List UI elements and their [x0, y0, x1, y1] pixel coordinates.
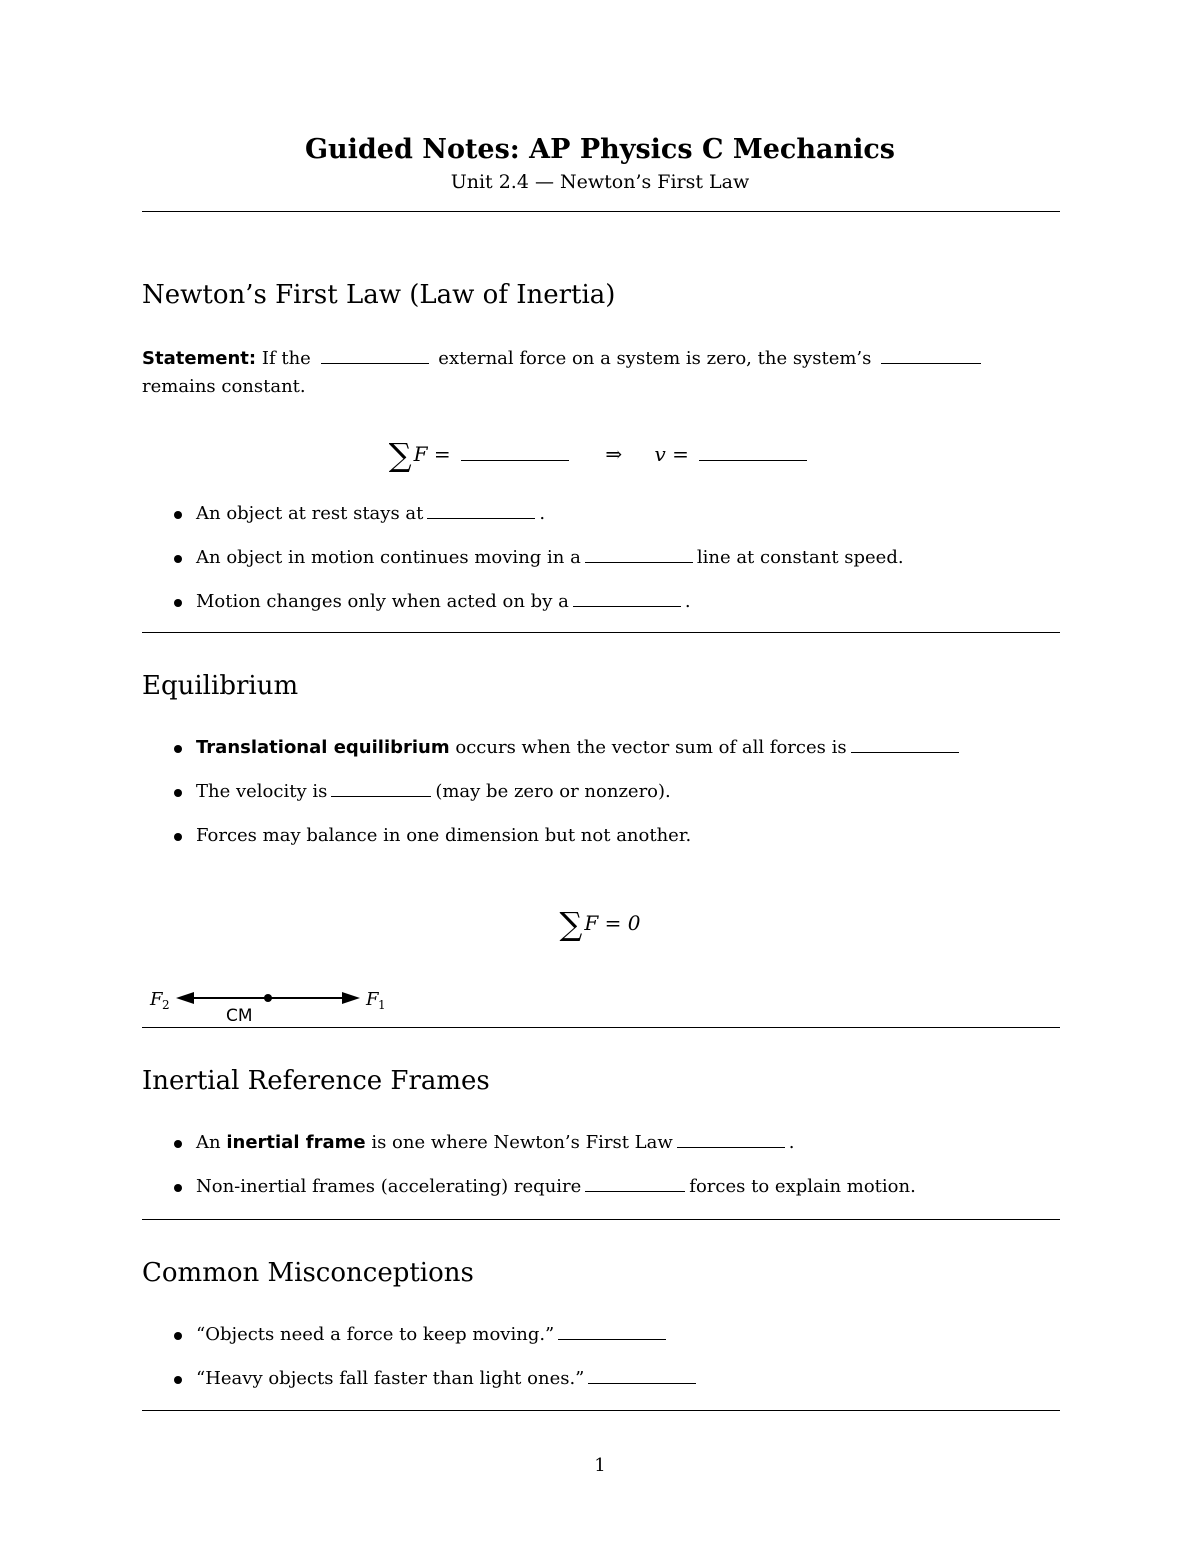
- arrowhead-right-icon: [342, 992, 360, 1004]
- force-diagram: [142, 985, 402, 1029]
- section-heading-equilibrium: Equilibrium: [142, 671, 299, 701]
- list-item: [172, 588, 904, 632]
- force-label-left-sub: 2: [162, 998, 170, 1012]
- misconceptions-bullets: [172, 1321, 700, 1409]
- fill-blank[interactable]: [573, 590, 681, 607]
- bullet-text: .: [684, 591, 691, 612]
- statement-text-c: remains constant.: [142, 376, 306, 397]
- fill-blank[interactable]: [321, 347, 429, 364]
- sum-symbol: ∑: [388, 436, 412, 474]
- bullet-text: Forces may balance in one dimension but not another.: [196, 825, 692, 846]
- cm-label: CM: [226, 1006, 253, 1025]
- fill-blank[interactable]: [588, 1367, 696, 1384]
- list-item: [172, 544, 904, 588]
- statement-label: Statement:: [142, 348, 257, 369]
- bullet-text: An: [196, 1132, 221, 1153]
- bullet-text: “Objects need a force to keep moving.”: [196, 1324, 555, 1345]
- equation-lhs: F =: [413, 442, 451, 466]
- bullet-bold: Translational equilibrium: [196, 737, 450, 758]
- divider: [142, 1219, 1060, 1220]
- equilibrium-equation: [0, 905, 1200, 943]
- first-law-bullets: [172, 500, 904, 632]
- bullet-text: An object at rest stays at: [196, 503, 424, 524]
- equation-rhs: v =: [654, 442, 689, 466]
- fill-blank[interactable]: [585, 546, 693, 563]
- equilibrium-bullets: [172, 734, 963, 866]
- fill-blank[interactable]: [427, 502, 535, 519]
- divider: [142, 1410, 1060, 1411]
- list-item: [172, 1321, 700, 1365]
- center-of-mass-dot: [264, 994, 272, 1002]
- list-item: [172, 734, 963, 778]
- bullet-text: Non-inertial frames (accelerating) require: [196, 1176, 582, 1197]
- section-heading-first-law: Newton’s First Law (Law of Inertia): [142, 280, 616, 310]
- list-item: [172, 778, 963, 822]
- list-item: [172, 1173, 916, 1217]
- section-heading-misconceptions: Common Misconceptions: [142, 1258, 474, 1288]
- fill-blank[interactable]: [881, 347, 981, 364]
- bullet-text: Motion changes only when acted on by a: [196, 591, 569, 612]
- bullet-text: .: [788, 1132, 795, 1153]
- divider: [142, 632, 1060, 633]
- fill-blank[interactable]: [851, 736, 959, 753]
- equation-text: F = 0: [584, 911, 641, 935]
- bullet-text: “Heavy objects fall faster than light ones.”: [196, 1368, 585, 1389]
- bullet-bold: inertial frame: [226, 1132, 366, 1153]
- bullet-text: forces to explain motion.: [689, 1176, 916, 1197]
- force-label-left: F: [150, 989, 163, 1010]
- bullet-text: is one where Newton’s First Law: [371, 1132, 673, 1153]
- fill-blank[interactable]: [331, 780, 431, 797]
- list-item: [172, 822, 963, 866]
- page-title: Guided Notes: AP Physics C Mechanics: [304, 134, 895, 165]
- force-diagram-svg: [142, 985, 402, 1025]
- bullet-text: line at constant speed.: [696, 547, 904, 568]
- fill-blank[interactable]: [699, 444, 807, 461]
- force-label-right-sub: 1: [378, 998, 386, 1012]
- bullet-text: An object in motion continues moving in a: [196, 547, 581, 568]
- statement-text-b: external force on a system is zero, the system’s: [438, 348, 872, 369]
- fill-blank[interactable]: [558, 1323, 666, 1340]
- page-number: 1: [594, 1455, 606, 1476]
- bullet-text: (may be zero or nonzero).: [435, 781, 671, 802]
- arrowhead-left-icon: [176, 992, 194, 1004]
- implies-arrow: ⇒: [605, 442, 623, 466]
- force-label-right: F: [366, 989, 379, 1010]
- list-item: [172, 1365, 700, 1409]
- first-law-equation: [0, 436, 1200, 474]
- inertial-frames-bullets: [172, 1129, 916, 1217]
- statement-paragraph: [142, 345, 1060, 401]
- fill-blank[interactable]: [461, 444, 569, 461]
- fill-blank[interactable]: [677, 1131, 785, 1148]
- fill-blank[interactable]: [585, 1175, 685, 1192]
- list-item: [172, 1129, 916, 1173]
- list-item: [172, 500, 904, 544]
- page-subtitle: Unit 2.4 — Newton’s First Law: [450, 171, 750, 193]
- bullet-text: occurs when the vector sum of all forces is: [455, 737, 847, 758]
- divider: [142, 211, 1060, 212]
- bullet-text: .: [539, 503, 546, 524]
- bullet-text: The velocity is: [196, 781, 328, 802]
- statement-text-a: If the: [261, 348, 311, 369]
- divider: [142, 1027, 1060, 1028]
- section-heading-inertial-frames: Inertial Reference Frames: [142, 1066, 490, 1096]
- sum-symbol: ∑: [559, 905, 583, 943]
